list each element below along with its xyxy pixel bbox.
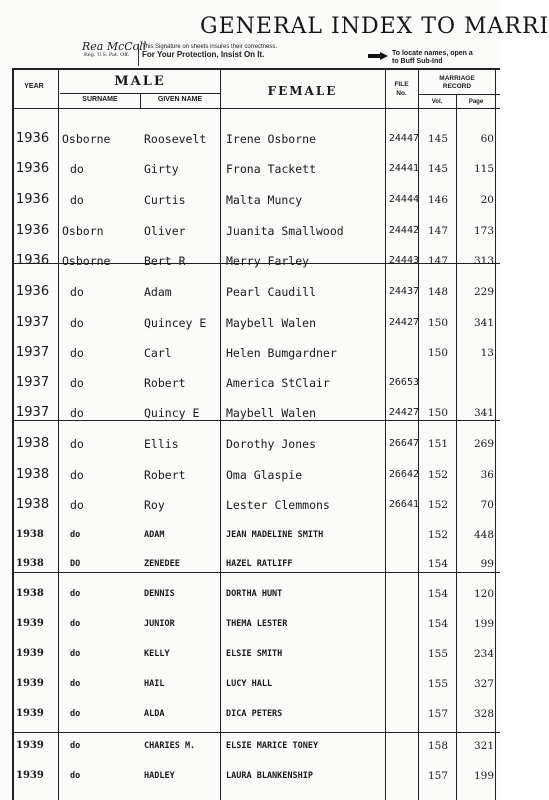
- pointing-hand-icon: [368, 52, 388, 60]
- volume-cell: 150: [427, 347, 449, 359]
- year-cell: 1936: [16, 253, 50, 268]
- record-page-cell: 20: [480, 194, 494, 206]
- female-cell: Pearl Caudill: [226, 285, 317, 299]
- given-name-cell: Adam: [144, 285, 172, 299]
- volume-cell: 147: [427, 225, 449, 237]
- record-subheader-divider: [418, 94, 500, 95]
- table-row: [0, 524, 500, 546]
- record-page-cell: 327: [473, 678, 494, 690]
- given-name-cell: Curtis: [144, 193, 186, 207]
- record-page-cell: 229: [473, 286, 494, 298]
- surname-cell: do: [70, 530, 81, 540]
- surname-cell: do: [70, 771, 81, 781]
- signature-trademark: Reg. U.S. Pat. Off.: [84, 52, 130, 58]
- year-cell: 1936: [16, 161, 50, 176]
- year-cell: 1937: [16, 315, 50, 330]
- given-name-cell: CHARIES M.: [144, 741, 196, 751]
- table-row: [0, 494, 500, 516]
- table-row: [0, 553, 500, 575]
- table-row: [0, 643, 500, 665]
- female-cell: Dorothy Jones: [226, 437, 317, 451]
- file-number-cell: 24444: [388, 194, 419, 205]
- locate-instructions: [368, 50, 500, 70]
- marriage-record-label-2: RECORD: [442, 83, 472, 90]
- year-cell: 1939: [16, 618, 44, 629]
- male-column-header: MALE: [114, 74, 166, 89]
- surname-cell: do: [70, 193, 84, 207]
- record-page-cell: 36: [480, 469, 494, 481]
- file-number-cell: 24442: [388, 225, 419, 236]
- volume-cell: 150: [427, 317, 449, 329]
- record-page-cell: 328: [473, 708, 494, 720]
- given-name-cell: Robert: [144, 376, 186, 390]
- given-name-cell: ADAM: [144, 530, 165, 540]
- year-cell: 1937: [16, 375, 50, 390]
- table-row: [0, 312, 500, 334]
- table-row: [0, 128, 500, 150]
- surname-cell: Osborne: [62, 132, 111, 146]
- year-cell: 1939: [16, 740, 44, 751]
- year-cell: 1938: [16, 588, 44, 599]
- given-name-cell: Ellis: [144, 437, 179, 451]
- surname-cell: do: [70, 679, 81, 689]
- surname-cell: do: [70, 468, 84, 482]
- header-divider: [12, 108, 500, 109]
- table-row: [0, 158, 500, 180]
- file-number-cell: 24447: [388, 133, 419, 144]
- surname-cell: do: [70, 649, 81, 659]
- year-cell: 1938: [16, 529, 44, 540]
- record-page-cell: 199: [473, 618, 494, 630]
- given-name-cell: JUNIOR: [144, 619, 175, 629]
- record-page-cell: 99: [480, 558, 494, 570]
- surname-column-header: SURNAME: [82, 96, 118, 103]
- table-row: [0, 250, 500, 272]
- surname-cell: do: [70, 619, 81, 629]
- volume-cell: 152: [427, 469, 449, 481]
- female-cell: ELSIE MARICE TONEY: [226, 741, 319, 751]
- notice-line-2: For Your Protection, Insist On It.: [142, 50, 265, 59]
- table-row: [0, 342, 500, 364]
- file-number-cell: 26647: [388, 438, 419, 449]
- surname-cell: do: [70, 285, 84, 299]
- female-cell: Frona Tackett: [226, 162, 317, 176]
- given-name-cell: ALDA: [144, 709, 165, 719]
- female-cell: Malta Muncy: [226, 193, 303, 207]
- record-page-cell: 120: [473, 588, 494, 600]
- record-page-cell: 341: [473, 407, 494, 419]
- table-row: [0, 464, 500, 486]
- female-cell: Oma Glaspie: [226, 468, 303, 482]
- file-number-cell: 26642: [388, 469, 419, 480]
- given-name-cell: HAIL: [144, 679, 165, 689]
- volume-cell: 154: [427, 588, 449, 600]
- female-cell: Irene Osborne: [226, 132, 317, 146]
- file-number-cell: 24437: [388, 286, 419, 297]
- given-name-cell: ZENEDEE: [144, 559, 180, 569]
- surname-cell: do: [70, 741, 81, 751]
- female-cell: ELSIE SMITH: [226, 649, 283, 659]
- page-column-header: Page: [468, 99, 484, 105]
- female-cell: Merry Farley: [226, 254, 310, 268]
- surname-cell: do: [70, 316, 84, 330]
- surname-cell: do: [70, 589, 81, 599]
- female-cell: LAURA BLANKENSHIP: [226, 771, 313, 781]
- surname-cell: do: [70, 346, 84, 360]
- surname-cell: DO: [70, 559, 81, 569]
- female-cell: Lester Clemmons: [226, 498, 330, 512]
- volume-cell: 145: [427, 133, 449, 145]
- given-name-cell: Roy: [144, 498, 165, 512]
- top-border: [12, 68, 500, 70]
- given-name-cell: DENNIS: [144, 589, 175, 599]
- file-no-header: [385, 80, 418, 98]
- female-cell: THEMA LESTER: [226, 619, 288, 629]
- given-name-cell: Girty: [144, 162, 179, 176]
- volume-cell: 146: [427, 194, 449, 206]
- marriage-record-label-1: MARRIAGE: [439, 75, 475, 82]
- volume-cell: 145: [427, 163, 449, 175]
- page-title: GENERAL INDEX TO MARRI: [200, 14, 549, 39]
- record-page-cell: 70: [480, 499, 494, 511]
- volume-cell: 148: [427, 286, 449, 298]
- volume-cell: 157: [427, 770, 449, 782]
- table-row: [0, 220, 500, 242]
- volume-cell: 155: [427, 678, 449, 690]
- female-column-header: FEMALE: [267, 84, 338, 98]
- file-no-label-2: No.: [396, 90, 407, 97]
- record-page-cell: 60: [480, 133, 494, 145]
- female-cell: Juanita Smallwood: [226, 224, 344, 238]
- year-cell: 1936: [16, 284, 50, 299]
- year-cell: 1939: [16, 648, 44, 659]
- volume-cell: 152: [427, 529, 449, 541]
- surname-cell: do: [70, 406, 84, 420]
- record-page-cell: 199: [473, 770, 494, 782]
- given-name-cell: Roosevelt: [144, 132, 207, 146]
- volume-cell: 150: [427, 407, 449, 419]
- file-number-cell: 24427: [388, 407, 419, 418]
- authenticity-notice: [138, 44, 322, 66]
- female-cell: Maybell Walen: [226, 406, 317, 420]
- given-name-cell: Robert: [144, 468, 186, 482]
- year-cell: 1937: [16, 345, 50, 360]
- record-page-cell: 269: [473, 438, 494, 450]
- surname-cell: do: [70, 498, 84, 512]
- marriage-record-header: [418, 75, 496, 91]
- record-page-cell: 13: [480, 347, 494, 359]
- file-number-cell: 26641: [388, 499, 419, 510]
- given-name-cell: Quincey E: [144, 316, 207, 330]
- given-name-cell: Carl: [144, 346, 172, 360]
- surname-cell: Osborne: [62, 254, 111, 268]
- volume-cell: 151: [427, 438, 449, 450]
- volume-cell: 154: [427, 558, 449, 570]
- given-name-cell: Bert R: [144, 254, 186, 268]
- surname-cell: do: [70, 162, 84, 176]
- record-page-cell: 313: [473, 255, 494, 267]
- volume-cell: 152: [427, 499, 449, 511]
- given-name-cell: HADLEY: [144, 771, 175, 781]
- table-row: [0, 433, 500, 455]
- year-cell: 1936: [16, 131, 50, 146]
- record-page-cell: 448: [473, 529, 494, 541]
- female-cell: America StClair: [226, 376, 330, 390]
- group-divider-4: [12, 732, 500, 733]
- record-page-cell: 173: [473, 225, 494, 237]
- female-cell: DICA PETERS: [226, 709, 283, 719]
- table-row: [0, 703, 500, 725]
- notice-line-1: This Signature on sheets insures their correctness.: [142, 44, 278, 50]
- table-row: [0, 189, 500, 211]
- volume-cell: 157: [427, 708, 449, 720]
- surname-cell: Osborn: [62, 224, 104, 238]
- year-cell: 1938: [16, 436, 50, 451]
- table-row: [0, 673, 500, 695]
- year-cell: 1936: [16, 223, 50, 238]
- record-page-cell: 115: [473, 163, 494, 175]
- table-row: [0, 372, 500, 394]
- female-cell: DORTHA HUNT: [226, 589, 283, 599]
- signature-text: Rea McColl: [82, 40, 147, 53]
- file-number-cell: 24427: [388, 317, 419, 328]
- given-name-column-header: GIVEN NAME: [157, 96, 203, 103]
- year-cell: 1936: [16, 192, 50, 207]
- file-no-label-1: FILE: [394, 81, 409, 88]
- table-row: [0, 735, 500, 757]
- year-cell: 1939: [16, 770, 44, 781]
- year-cell: 1937: [16, 405, 50, 420]
- record-page-cell: 234: [473, 648, 494, 660]
- signature-logo: [82, 40, 147, 62]
- table-row: [0, 583, 500, 605]
- female-cell: HAZEL RATLIFF: [226, 559, 293, 569]
- locate-line-2: to Buff Sub-Ind: [392, 58, 443, 65]
- given-name-cell: Oliver: [144, 224, 186, 238]
- surname-cell: do: [70, 376, 84, 390]
- surname-divider: [140, 93, 141, 109]
- record-page-cell: 341: [473, 317, 494, 329]
- year-cell: 1939: [16, 708, 44, 719]
- year-column-header: YEAR: [24, 83, 44, 90]
- volume-cell: 158: [427, 740, 449, 752]
- surname-cell: do: [70, 709, 81, 719]
- table-row: [0, 613, 500, 635]
- file-number-cell: 26653: [388, 377, 419, 388]
- file-number-cell: 24443: [388, 255, 419, 266]
- table-row: [0, 765, 500, 787]
- year-cell: 1938: [16, 467, 50, 482]
- female-cell: LUCY HALL: [226, 679, 273, 689]
- table-row: [0, 402, 500, 424]
- table-row: [0, 281, 500, 303]
- female-cell: JEAN MADELINE SMITH: [226, 530, 324, 540]
- year-cell: 1938: [16, 558, 44, 569]
- year-cell: 1939: [16, 678, 44, 689]
- locate-line-1: To locate names, open a: [392, 50, 473, 57]
- file-number-cell: 24441: [388, 163, 419, 174]
- surname-cell: do: [70, 437, 84, 451]
- given-name-cell: KELLY: [144, 649, 170, 659]
- volume-cell: 147: [427, 255, 449, 267]
- record-page-cell: 321: [473, 740, 494, 752]
- given-name-cell: Quincy E: [144, 406, 200, 420]
- volume-cell: 154: [427, 618, 449, 630]
- female-cell: Maybell Walen: [226, 316, 317, 330]
- female-cell: Helen Bumgardner: [226, 346, 337, 360]
- vol-column-header: Vol.: [431, 99, 443, 105]
- volume-cell: 155: [427, 648, 449, 660]
- year-cell: 1938: [16, 497, 50, 512]
